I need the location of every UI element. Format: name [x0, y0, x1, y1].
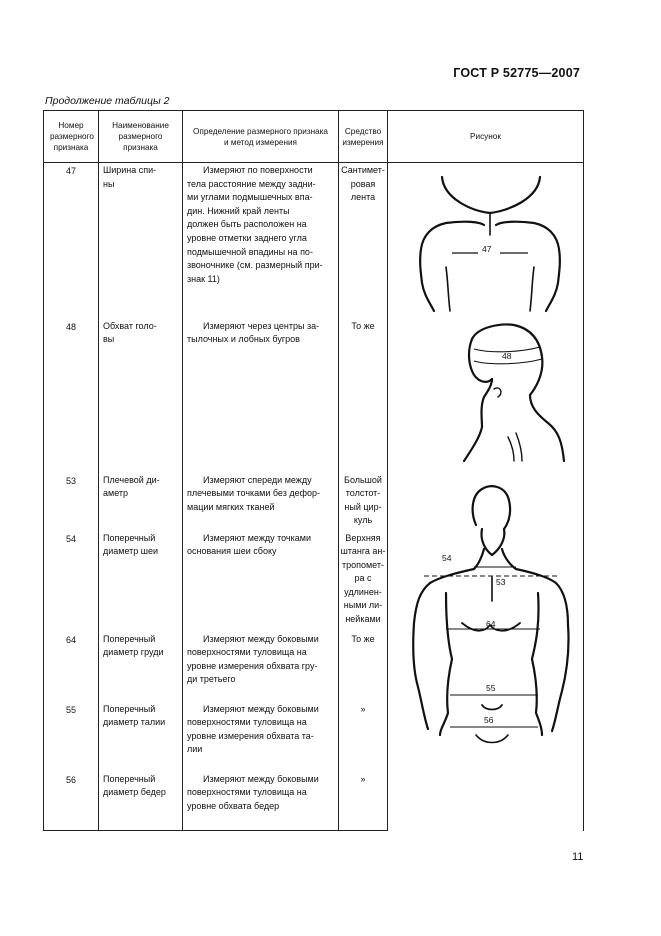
- row-tool: [339, 163, 388, 319]
- row-name: [99, 473, 183, 531]
- row-name-line: Поперечный: [103, 703, 156, 714]
- row-name-line: Поперечный: [103, 532, 156, 543]
- row-definition: [183, 473, 339, 531]
- header-tool: Средство измерения: [339, 111, 388, 163]
- row-definition: [183, 772, 339, 831]
- row-tool: [339, 531, 388, 632]
- row-definition: [183, 163, 339, 319]
- row-definition-line: мации мягких тканей: [187, 501, 275, 512]
- row-tool-line: куль: [353, 515, 373, 526]
- row-definition-line: уровне обхвата бедер: [187, 800, 280, 811]
- row-number: 48: [44, 319, 99, 473]
- row-number: 47: [44, 163, 99, 319]
- torso-diameters-figure: [388, 473, 584, 831]
- row-definition-line: звоночнике (см. размерный при-: [187, 260, 323, 271]
- hip-diameter-label: 56: [484, 714, 494, 725]
- row-tool: [339, 702, 388, 772]
- row-name-line: диаметр талии: [103, 717, 166, 728]
- row-number: 53: [44, 473, 99, 531]
- row-definition-line: поверхностями туловища на: [187, 717, 307, 728]
- row-tool-line: То же: [351, 633, 375, 644]
- row-definition-line: уровне отметки заднего угла: [187, 232, 307, 243]
- row-definition-line: Измеряют между точками: [203, 532, 311, 543]
- row-tool-line: тропомет-: [341, 559, 385, 570]
- row-tool-line: »: [360, 773, 366, 784]
- row-definition: [183, 702, 339, 772]
- figure-head-cell: [388, 319, 584, 473]
- row-tool: [339, 772, 388, 831]
- row-name-line: ны: [103, 178, 115, 189]
- standard-number: ГОСТ Р 52775—2007: [453, 66, 580, 80]
- row-tool-line: штанга ан-: [340, 546, 386, 557]
- row-definition: [183, 319, 339, 473]
- row-name: [99, 531, 183, 632]
- back-width-figure: [388, 163, 584, 319]
- row-tool-line: нейками: [345, 614, 381, 625]
- row-definition-line: основания шеи сбоку: [187, 546, 277, 557]
- table-row: [44, 319, 584, 473]
- row-name: [99, 163, 183, 319]
- row-name-line: Поперечный: [103, 633, 156, 644]
- chest-diameter-label: 64: [486, 618, 496, 629]
- row-definition-line: Измеряют между боковыми: [203, 703, 319, 714]
- row-definition-line: Измеряют через центры за-: [203, 320, 320, 331]
- row-definition-line: Измеряют между боковыми: [203, 773, 319, 784]
- figure-back-cell: [388, 163, 584, 319]
- row-number: 55: [44, 702, 99, 772]
- row-definition-line: уровне измерения обхвата та-: [187, 730, 314, 741]
- row-tool: [339, 473, 388, 531]
- row-definition-line: поверхностями туловища на: [187, 647, 307, 658]
- row-definition-line: поверхностями туловища на: [187, 787, 307, 798]
- row-tool-line: »: [360, 703, 366, 714]
- neck-diameter-label: 54: [442, 552, 452, 563]
- shoulder-diameter-label: 53: [496, 576, 506, 587]
- row-name-line: диаметр шеи: [103, 546, 159, 557]
- row-definition-line: тела расстояние между задни-: [187, 178, 316, 189]
- row-tool-line: лента: [350, 192, 376, 203]
- row-tool-line: ровая: [350, 178, 376, 189]
- row-name-line: диаметр бедер: [103, 787, 166, 798]
- head-girth-label: 48: [502, 350, 512, 361]
- row-name: [99, 319, 183, 473]
- row-tool-line: ра с: [354, 573, 372, 584]
- row-tool-line: Большой: [344, 474, 382, 485]
- row-name-line: Ширина спи-: [103, 165, 157, 175]
- row-name: [99, 772, 183, 831]
- row-definition: [183, 632, 339, 702]
- row-name-line: Поперечный: [103, 773, 156, 784]
- header-definition: Определение размерного признака и метод измерения: [183, 111, 339, 163]
- row-name-line: Плечевой ди-: [103, 474, 160, 485]
- row-definition-line: дин. Нижний край ленты: [187, 205, 290, 216]
- measurement-table: [43, 110, 584, 831]
- row-number: 54: [44, 531, 99, 632]
- row-number: 56: [44, 772, 99, 831]
- row-tool-line: Верхняя: [345, 532, 381, 543]
- row-tool-line: Сантимет-: [341, 165, 385, 175]
- row-name-line: диаметр груди: [103, 647, 164, 658]
- row-name-line: вы: [103, 334, 115, 345]
- page-number: 11: [572, 851, 584, 863]
- row-definition: [183, 531, 339, 632]
- row-name: [99, 702, 183, 772]
- row-number: 64: [44, 632, 99, 702]
- row-definition-line: знак 11): [187, 273, 220, 284]
- row-tool: [339, 319, 388, 473]
- row-definition-line: Измеряют по поверхности: [203, 165, 313, 175]
- row-definition-line: тылочных и лобных бугров: [187, 334, 300, 345]
- row-name-line: Обхват голо-: [103, 320, 157, 331]
- header-figure: Рисунок: [388, 111, 584, 163]
- row-tool-line: ный цир-: [344, 501, 382, 512]
- row-definition-line: должен быть расположен на: [187, 219, 307, 230]
- table-row: [44, 473, 584, 531]
- waist-diameter-label: 55: [486, 682, 496, 693]
- row-tool-line: То же: [351, 320, 375, 331]
- back-width-label: 47: [482, 244, 492, 254]
- header-name: Наименование размерного признака: [99, 111, 183, 163]
- row-definition-line: лии: [187, 744, 203, 755]
- table-header-row: [44, 111, 584, 163]
- figure-torso-cell: [388, 473, 584, 831]
- row-definition-line: уровне измерения обхвата гру-: [187, 660, 318, 671]
- row-definition-line: подмышечной впадины на по-: [187, 246, 313, 257]
- row-tool: [339, 632, 388, 702]
- row-definition-line: ми углами подмышечных впа-: [187, 192, 313, 203]
- table-row: [44, 163, 584, 319]
- row-tool-line: удлинен-: [344, 586, 382, 597]
- row-definition-line: ди третьего: [187, 674, 236, 685]
- row-definition-line: Измеряют между боковыми: [203, 633, 319, 644]
- table-continuation-caption: Продолжение таблицы 2: [45, 95, 170, 107]
- row-tool-line: толстот-: [345, 488, 381, 499]
- row-definition-line: плечевыми точками без дефор-: [187, 488, 321, 499]
- row-definition-line: Измеряют спереди между: [203, 474, 312, 485]
- header-number: Номер размерного признака: [44, 111, 99, 163]
- head-girth-figure: [388, 319, 584, 473]
- row-name: [99, 632, 183, 702]
- row-tool-line: ными ли-: [343, 600, 383, 611]
- row-name-line: аметр: [103, 488, 129, 499]
